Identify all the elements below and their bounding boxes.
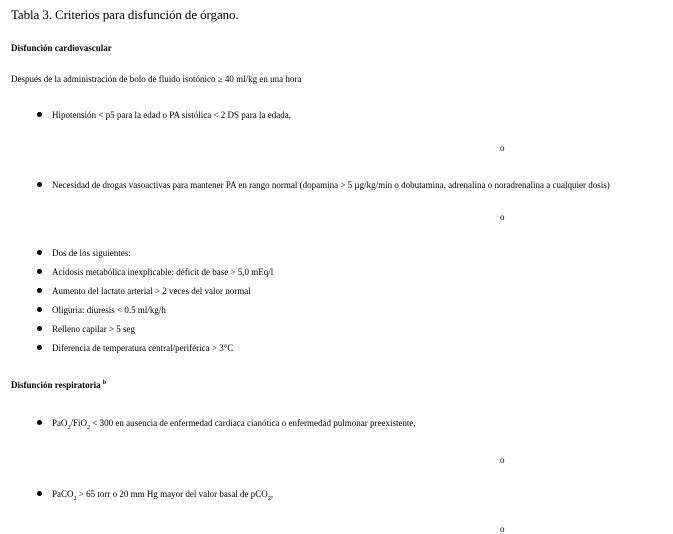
list-item xyxy=(37,343,233,353)
or-separator: o xyxy=(500,524,505,534)
or-separator: o xyxy=(500,455,505,465)
bullet-icon xyxy=(37,326,42,331)
list-item xyxy=(37,180,610,190)
list-item xyxy=(37,489,273,502)
list-item xyxy=(37,324,135,334)
bullet-icon xyxy=(37,112,42,117)
bullet-icon xyxy=(37,491,42,496)
item-text: Hipotensión < p5 para la edad o PA sistólica < 2 DS para la edada, xyxy=(52,110,292,120)
item-text: Diferencia de temperatura central/periférica > 3°C xyxy=(52,343,234,353)
list-item xyxy=(37,305,166,315)
bullet-icon xyxy=(37,269,42,274)
list-item xyxy=(37,418,416,431)
item-text: Dos de los siguientes: xyxy=(52,248,131,258)
bullet-icon xyxy=(37,420,42,425)
list-item xyxy=(37,267,273,277)
list-item xyxy=(37,248,131,258)
item-text: Acidosis metabólica inexplicable: déficit de base > 5,0 mEq/l xyxy=(52,267,274,277)
resp-heading: Disfunción respiratoria $^b$ xyxy=(11,380,107,390)
bullet-icon xyxy=(37,288,42,293)
item-text: PaCO$_2$ > 65 torr o 20 mm Hg mayor del valor basal de pCO$_2$, xyxy=(52,489,274,502)
bullet-icon xyxy=(37,250,42,255)
list-item xyxy=(37,286,251,296)
bullet-icon xyxy=(37,345,42,350)
bullet-icon xyxy=(37,307,42,312)
list-item xyxy=(37,110,291,120)
cardio-intro: Después de la administración de bolo de fluido isotónico ≥ 40 ml/kg en una hora xyxy=(11,74,302,84)
or-separator: o xyxy=(500,143,505,153)
cardio-heading: Disfunción cardiovascular xyxy=(11,43,112,53)
item-text: Relleno capilar > 5 seg xyxy=(52,324,136,334)
item-text: Necesidad de drogas vasoactivas para mantener PA en rango normal (dopamina > 5 µg/kg/min o dobutamina, adrenalina o noradrenalina a cualquier dosis) xyxy=(52,180,610,190)
item-text: Oliguria: diuresis < 0.5 ml/kg/h xyxy=(52,305,166,315)
bullet-icon xyxy=(37,182,42,187)
table-title: Tabla 3. Criterios para disfunción de órgano. xyxy=(11,7,239,22)
or-separator: o xyxy=(500,212,505,222)
item-text: Aumento del lactato arterial > 2 veces del valor normal xyxy=(52,286,251,296)
item-text: PaO$_2$/FiO$_2$ < 300 en ausencia de enfermedad cardíaca cianótica o enfermedad pulmonar preexistente, xyxy=(52,418,416,431)
footnote-marker: b xyxy=(102,380,107,386)
